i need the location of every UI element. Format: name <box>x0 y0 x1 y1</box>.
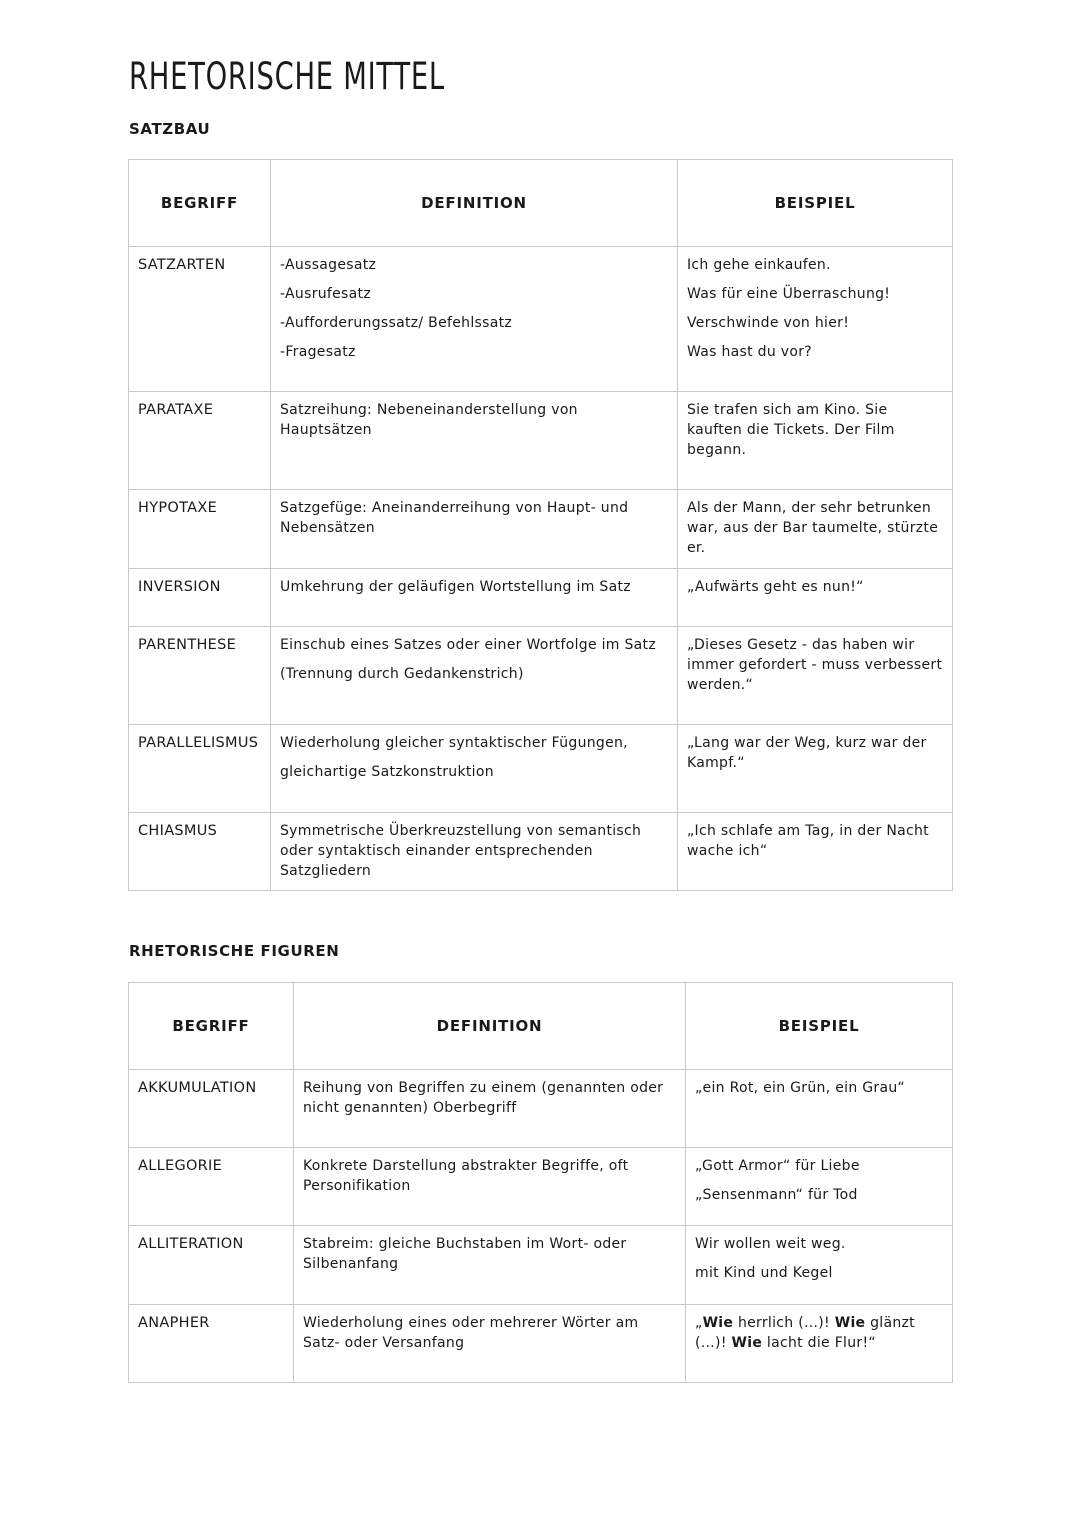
definition-cell: Reihung von Begriffen zu einem (genannten oder nicht genannten) Oberbegriff <box>294 1070 686 1148</box>
definition-cell <box>271 247 678 392</box>
example-cell <box>686 1305 953 1383</box>
definition-line: (Trennung durch Gedankenstrich) <box>280 666 524 682</box>
table-row <box>129 1070 953 1148</box>
column-header-beispiel: BEISPIEL <box>686 983 953 1070</box>
table-header-row <box>129 160 953 247</box>
term-cell: AKKUMULATION <box>129 1070 294 1148</box>
definition-line: Einschub eines Satzes oder einer Wortfolge im Satz <box>280 637 656 653</box>
table-row <box>129 1305 953 1383</box>
term-cell: SATZARTEN <box>129 247 271 392</box>
definition-cell: Satzgefüge: Aneinanderreihung von Haupt- und Nebensätzen <box>271 490 678 569</box>
definition-cell: Satzreihung: Nebeneinanderstellung von Hauptsätzen <box>271 392 678 490</box>
example-line: Ich gehe einkaufen. <box>687 257 831 273</box>
definition-cell: Stabreim: gleiche Buchstaben im Wort- oder Silbenanfang <box>294 1226 686 1305</box>
term-cell: INVERSION <box>129 569 271 627</box>
term-cell: ANAPHER <box>129 1305 294 1383</box>
example-cell: Als der Mann, der sehr betrunken war, aus der Bar taumelte, stürzte er. <box>678 490 953 569</box>
definition-cell: Umkehrung der geläufigen Wortstellung im Satz <box>271 569 678 627</box>
table-row <box>129 490 953 569</box>
definition-line: -Ausrufesatz <box>280 286 371 302</box>
example-line: Was hast du vor? <box>687 344 813 360</box>
column-header-definition: DEFINITION <box>271 160 678 247</box>
definition-cell: Konkrete Darstellung abstrakter Begriffe, oft Personifikation <box>294 1148 686 1226</box>
definition-cell <box>271 627 678 725</box>
table-row <box>129 813 953 891</box>
column-header-begriff: BEGRIFF <box>129 160 271 247</box>
definition-line: -Fragesatz <box>280 344 356 360</box>
term-cell: PARATAXE <box>129 392 271 490</box>
example-line: Verschwinde von hier! <box>687 315 850 331</box>
table-row <box>129 569 953 627</box>
definition-line: -Aussagesatz <box>280 257 377 273</box>
term-cell: HYPOTAXE <box>129 490 271 569</box>
table-row <box>129 392 953 490</box>
example-cell <box>686 1226 953 1305</box>
term-cell: PARENTHESE <box>129 627 271 725</box>
term-cell: ALLEGORIE <box>129 1148 294 1226</box>
example-line: Was für eine Überraschung! <box>687 286 891 302</box>
example-cell: „ein Rot, ein Grün, ein Grau“ <box>686 1070 953 1148</box>
table-row <box>129 725 953 813</box>
example-emphasis: Wie <box>731 1335 763 1351</box>
table-row <box>129 627 953 725</box>
column-header-beispiel: BEISPIEL <box>678 160 953 247</box>
example-cell: Sie trafen sich am Kino. Sie kauften die Tickets. Der Film begann. <box>678 392 953 490</box>
table-row <box>129 1226 953 1305</box>
term-cell: ALLITERATION <box>129 1226 294 1305</box>
section-heading-figuren: RHETORISCHE FIGUREN <box>129 942 340 960</box>
table-header-row <box>129 983 953 1070</box>
page-title: RHETORISCHE MITTEL <box>129 55 445 98</box>
example-cell: „Aufwärts geht es nun!“ <box>678 569 953 627</box>
term-cell: PARALLELISMUS <box>129 725 271 813</box>
column-header-definition: DEFINITION <box>294 983 686 1070</box>
example-emphasis: Wie <box>834 1315 866 1331</box>
example-cell: „Dieses Gesetz - das haben wir immer gefordert - muss verbessert werden.“ <box>678 627 953 725</box>
example-text: lacht die Flur!“ <box>762 1335 876 1351</box>
satzbau-table <box>128 159 953 891</box>
figuren-table <box>128 982 953 1383</box>
example-cell <box>678 247 953 392</box>
section-heading-satzbau: SATZBAU <box>129 120 211 138</box>
term-cell: CHIASMUS <box>129 813 271 891</box>
definition-cell: Wiederholung eines oder mehrerer Wörter am Satz- oder Versanfang <box>294 1305 686 1383</box>
definition-line: Wiederholung gleicher syntaktischer Fügungen, <box>280 735 628 751</box>
definition-line: gleichartige Satzkonstruktion <box>280 764 494 780</box>
definition-line: -Aufforderungssatz/ Befehlssatz <box>280 315 513 331</box>
example-line: „Sensenmann“ für Tod <box>695 1187 858 1203</box>
example-line: Wir wollen weit weg. <box>695 1236 846 1252</box>
example-line: „Gott Armor“ für Liebe <box>695 1158 860 1174</box>
column-header-begriff: BEGRIFF <box>129 983 294 1070</box>
definition-cell <box>271 725 678 813</box>
example-line: mit Kind und Kegel <box>695 1265 833 1281</box>
example-cell: „Ich schlafe am Tag, in der Nacht wache ich“ <box>678 813 953 891</box>
table-row <box>129 1148 953 1226</box>
definition-cell: Symmetrische Überkreuzstellung von semantisch oder syntaktisch einander entsprechenden Satzgliedern <box>271 813 678 891</box>
example-text: herrlich (…)! <box>733 1315 835 1331</box>
example-cell: „Lang war der Weg, kurz war der Kampf.“ <box>678 725 953 813</box>
table-row <box>129 247 953 392</box>
example-text: „ <box>695 1315 703 1331</box>
example-text: glänzt (…)! <box>695 1315 915 1351</box>
example-cell <box>686 1148 953 1226</box>
example-emphasis: Wie <box>702 1315 734 1331</box>
